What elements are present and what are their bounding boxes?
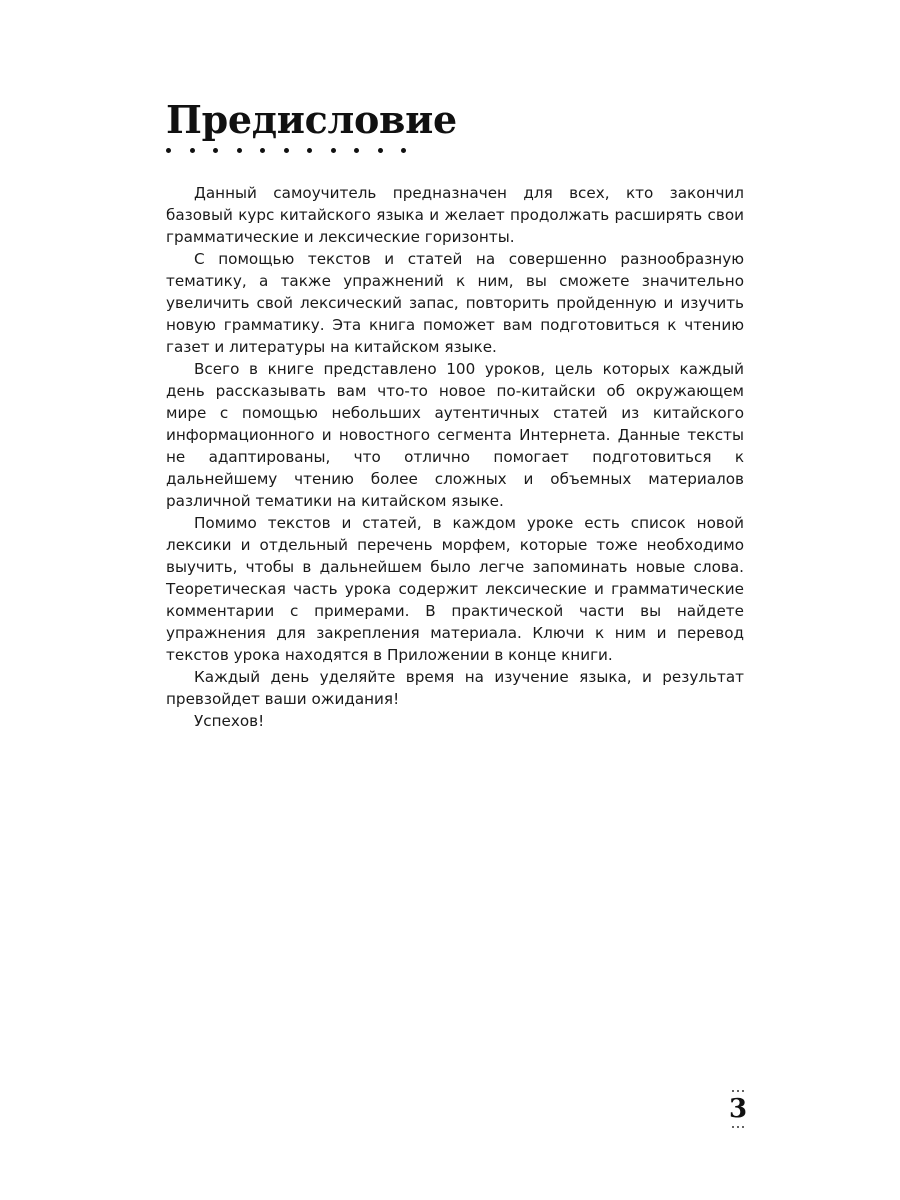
- title-dot: [237, 148, 242, 153]
- folio-dot: [732, 1090, 734, 1092]
- title-dot: [378, 148, 383, 153]
- title-dot: [307, 148, 312, 153]
- folio-dot: [737, 1090, 739, 1092]
- paragraph-1: Данный самоучитель предназначен для всех, кто закончил базовый курс китайского языка и желает продолжать расширять свои грамматические и лексические горизонты.: [166, 184, 744, 246]
- paragraph-5: Каждый день уделяйте время на изучение языка, и результат превзойдет ваши ожидания!: [166, 668, 744, 708]
- page-title: Предисловие: [166, 97, 457, 142]
- title-dot: [166, 148, 171, 153]
- title-dot: [354, 148, 359, 153]
- title-dot: [401, 148, 406, 153]
- folio-dot: [737, 1126, 739, 1128]
- folio-dot: [732, 1126, 734, 1128]
- title-dot: [284, 148, 289, 153]
- page-folio: [723, 1088, 753, 1130]
- title-dot: [331, 148, 336, 153]
- paragraph-6: Успехов!: [194, 712, 265, 730]
- title-dot: [260, 148, 265, 153]
- paragraph-3: Всего в книге представлено 100 уроков, цель которых каждый день рассказывать вам что-то новое по-китайски об окружающем мире с помощью небольших аутентичных статей из китайского информационного и новостного сегмента Интернета. Данные тексты не адаптированы, что отлично помогает подготовиться к дальнейшему чтению более сложных и объемных материалов различной тематики на китайском языке.: [166, 360, 744, 510]
- preface-body: [166, 182, 744, 732]
- folio-dot: [742, 1090, 744, 1092]
- paragraph-2: С помощью текстов и статей на совершенно разнообразную тематику, а также упражнений к ним, вы сможете значительно увеличить свой лексический запас, повторить пройденную и изучить новую грамматику. Эта книга поможет вам подготовиться к чтению газет и литературы на китайском языке.: [166, 250, 744, 356]
- folio-dots-bottom: [723, 1124, 753, 1130]
- title-dot: [190, 148, 195, 153]
- paragraph-4: Помимо текстов и статей, в каждом уроке есть список новой лексики и отдельный перечень морфем, которые тоже необходимо выучить, чтобы в дальнейшем было легче запоминать новые слова. Теоретическая часть урока содержит лексические и грамматические комментарии с примерами. В практической части вы найдете упражнения для закрепления материала. Ключи к ним и перевод текстов урока находятся в Приложении в конце книги.: [166, 514, 744, 664]
- page-number: 3: [728, 1094, 748, 1124]
- title-dot-divider: [166, 145, 406, 155]
- folio-dot: [742, 1126, 744, 1128]
- title-dot: [213, 148, 218, 153]
